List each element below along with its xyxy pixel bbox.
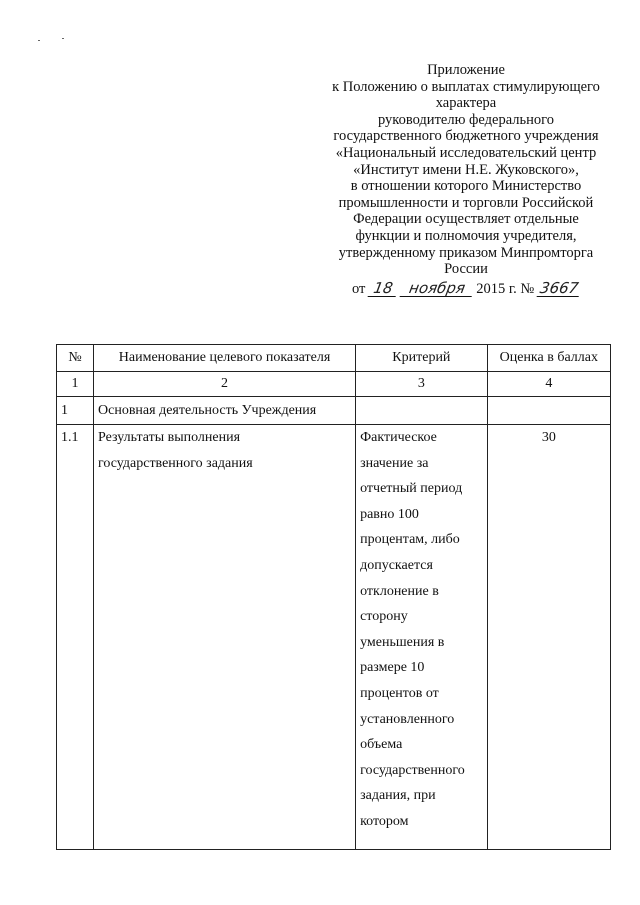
header-line: характера xyxy=(435,95,497,112)
header-line: утвержденному приказом Минпромторга xyxy=(338,244,594,261)
column-number: 3 xyxy=(356,372,488,397)
criterion-line: равно 100 xyxy=(360,506,419,522)
header-line: «Национальный исследовательский центр xyxy=(335,144,597,161)
header-line: государственного бюджетного учреждения xyxy=(333,128,599,145)
header-line: России xyxy=(444,261,488,278)
order-prefix: от xyxy=(351,280,366,297)
target-indicators-table xyxy=(56,344,611,850)
table-header-row xyxy=(57,345,611,372)
row-number: 1.1 xyxy=(57,425,94,850)
table-row xyxy=(57,425,611,850)
score-value: 30 xyxy=(487,425,610,850)
order-year: 2015 г. № xyxy=(476,280,535,297)
header-line: Федерации осуществляет отдельные xyxy=(353,211,579,228)
empty-cell xyxy=(487,397,610,425)
criterion-line: Фактическое xyxy=(360,430,437,445)
criterion-line: объема xyxy=(360,737,403,753)
header-line: функции и полномочия учредителя, xyxy=(355,227,577,244)
criterion-line: размере 10 xyxy=(360,660,425,676)
order-reference xyxy=(318,278,614,298)
criterion-line: отчетный период xyxy=(360,481,463,497)
order-number-handwritten: 3667 xyxy=(538,278,580,297)
column-number: 4 xyxy=(487,372,610,397)
column-number: 2 xyxy=(94,372,356,397)
section-number: 1 xyxy=(57,397,94,425)
col-header-number: № xyxy=(57,345,94,372)
section-name: Основная деятельность Учреждения xyxy=(94,397,356,425)
col-header-criterion: Критерий xyxy=(356,345,488,372)
col-header-indicator: Наименование целевого показателя xyxy=(94,345,356,372)
indicator-line: государственного задания xyxy=(98,455,253,471)
header-line: в отношении которого Министерство xyxy=(350,178,582,195)
column-number: 1 xyxy=(57,372,94,397)
criterion-line: котором xyxy=(360,813,409,829)
criterion-text xyxy=(356,425,488,850)
criterion-line: процентов от xyxy=(360,685,439,701)
order-day-handwritten: 18 xyxy=(368,281,399,297)
criterion-line: установленного xyxy=(360,711,455,727)
criterion-line: процентам, либо xyxy=(360,532,460,548)
indicator-name xyxy=(94,425,356,850)
empty-cell xyxy=(356,397,488,425)
col-header-score: Оценка в баллах xyxy=(487,345,610,372)
header-line: Приложение xyxy=(427,62,505,78)
header-line: «Институт имени Н.Е. Жуковского», xyxy=(353,161,579,178)
criterion-line: уменьшения в xyxy=(360,634,445,650)
appendix-header xyxy=(318,62,614,297)
criterion-line: значение за xyxy=(360,455,429,471)
criterion-line: задания, при xyxy=(360,788,436,804)
header-line: к Положению о выплатах стимулирующего xyxy=(332,78,600,95)
header-line: руководителю федерального xyxy=(377,111,554,128)
header-line: промышленности и торговли Российской xyxy=(338,194,594,211)
scan-speck xyxy=(62,38,64,39)
order-month-handwritten: ноября xyxy=(399,281,474,297)
column-number-row xyxy=(57,372,611,397)
scan-speck xyxy=(38,40,40,41)
section-row xyxy=(57,397,611,425)
criterion-line: сторону xyxy=(360,609,408,625)
indicator-line: Результаты выполнения xyxy=(98,430,241,445)
criterion-line: отклонение в xyxy=(360,583,439,599)
criterion-line: государственного xyxy=(360,762,465,778)
criterion-line: допускается xyxy=(360,557,433,573)
